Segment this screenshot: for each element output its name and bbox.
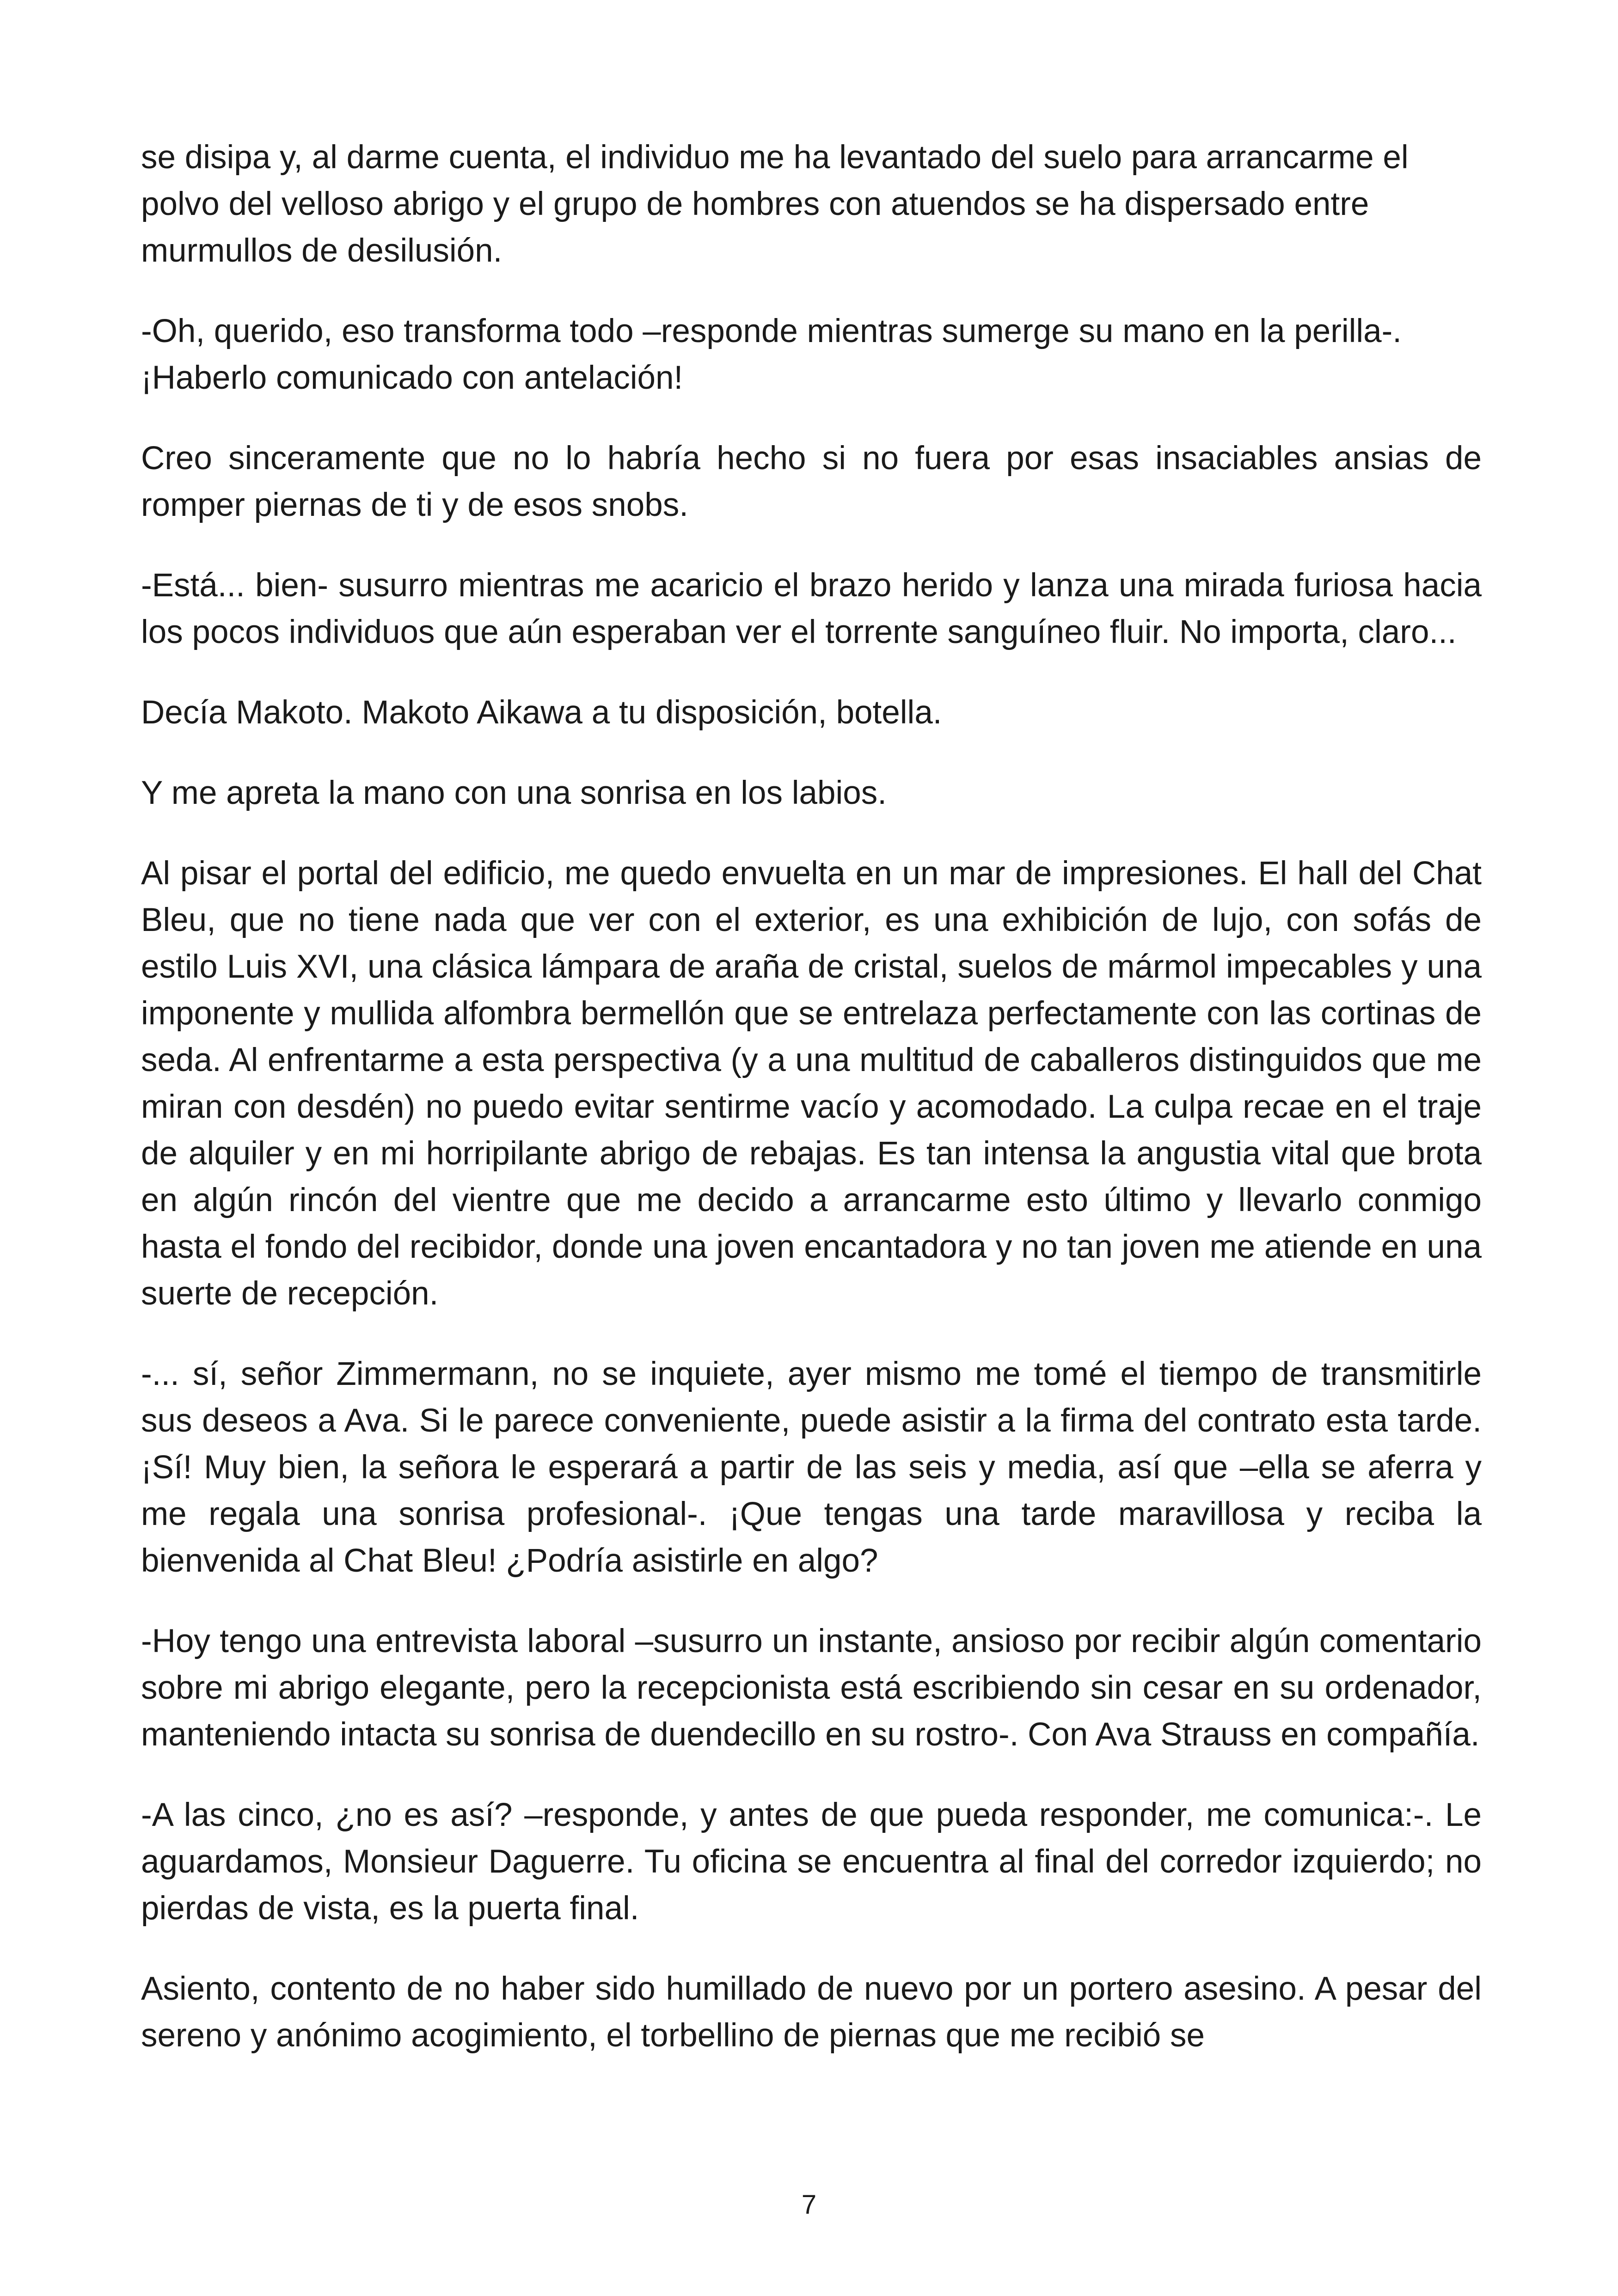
paragraph: -Está... bien- susurro mientras me acaricio el brazo herido y lanza una mirada furiosa hacia los pocos individuos que aún esperaban ver el torrente sanguíneo fluir. No importa, claro... (141, 567, 1482, 650)
paragraph: -... sí, señor Zimmermann, no se inquiete, ayer mismo me tomé el tiempo de transmitirle sus deseos a Ava. Si le parece conveniente, puede asistir a la firma del contrato esta tarde. ¡Sí! Muy bien, la señora le esperará a partir de las seis y media, así que –ella se aferra y me regala una sonrisa profesional-. ¡Que tengas una tarde maravillosa y reciba la bienvenida al Chat Bleu! ¿Podría asistirle en algo? (141, 1356, 1482, 1579)
paragraph: Decía Makoto. Makoto Aikawa a tu disposición, botella. (141, 694, 942, 731)
page-number: 7 (801, 2190, 817, 2220)
body-text (141, 134, 1482, 2093)
paragraph: -Hoy tengo una entrevista laboral –susurro un instante, ansioso por recibir algún comentario sobre mi abrigo elegante, pero la recepcionista está escribiendo sin cesar en su ordenador, manteniendo intacta su sonrisa de duendecillo en su rostro-. Con Ava Strauss en compañía. (141, 1623, 1482, 1753)
paragraph: se disipa y, al darme cuenta, el individuo me ha levantado del suelo para arrancarme el polvo del velloso abrigo y el grupo de hombres con atuendos se ha dispersado entre murmullos de desilusión. (141, 139, 1409, 269)
paragraph: Y me apreta la mano con una sonrisa en los labios. (141, 775, 887, 811)
paragraph: -A las cinco, ¿no es así? –responde, y antes de que pueda responder, me comunica:-. Le aguardamos, Monsieur Daguerre. Tu oficina se encuentra al final del corredor izquierdo; no pierdas de vista, es la puerta final. (141, 1797, 1482, 1927)
paragraph: -Oh, querido, eso transforma todo –responde mientras sumerge su mano en la perilla-. ¡Haberlo comunicado con antelación! (141, 313, 1402, 396)
paragraph: Asiento, contento de no haber sido humillado de nuevo por un portero asesino. A pesar del sereno y anónimo acogimiento, el torbellino de piernas que me recibió se (141, 1971, 1482, 2054)
paragraph: Creo sinceramente que no lo habría hecho si no fuera por esas insaciables ansias de romper piernas de ti y de esos snobs. (141, 440, 1482, 523)
paragraph: Al pisar el portal del edificio, me quedo envuelta en un mar de impresiones. El hall del Chat Bleu, que no tiene nada que ver con el exterior, es una exhibición de lujo, con sofás de estilo Luis XVI, una clásica lámpara de araña de cristal, suelos de mármol impecables y una imponente y mullida alfombra bermellón que se entrelaza perfectamente con las cortinas de seda. Al enfrentarme a esta perspectiva (y a una multitud de caballeros distinguidos que me miran con desdén) no puedo evitar sentirme vacío y acomodado. La culpa recae en el traje de alquiler y en mi horripilante abrigo de rebajas. Es tan intensa la angustia vital que brota en algún rincón del vientre que me decido a arrancarme esto último y llevarlo conmigo hasta el fondo del recibidor, donde una joven encantadora y no tan joven me atiende en una suerte de recepción. (141, 855, 1482, 1312)
